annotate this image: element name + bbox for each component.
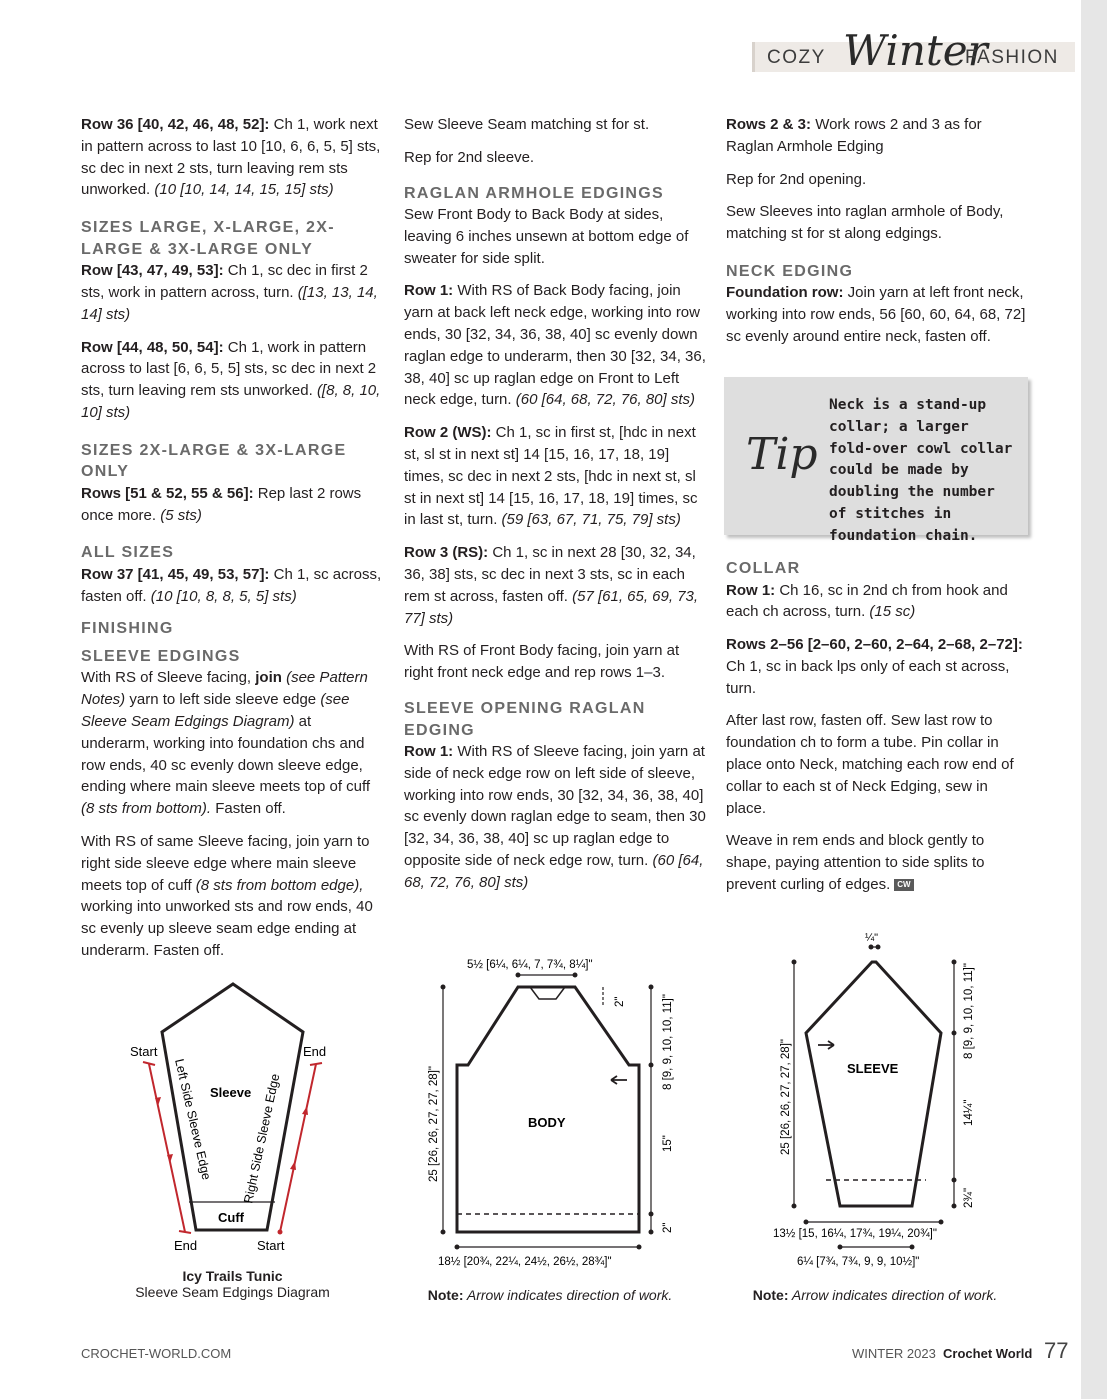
diagram3-note: Note: Arrow indicates direction of work. bbox=[752, 1287, 998, 1303]
paragraph: Weave in rem ends and block gently to shape, paying attention to side splits to prevent curling of edges. CW bbox=[726, 832, 985, 894]
footer-issue: WINTER 2023 Crochet World bbox=[852, 1346, 1033, 1361]
dim-bottom: 18½ [20¾, 22¼, 24½, 26½, 28¾]" bbox=[438, 1256, 612, 1268]
paragraph: Row 36 [40, 42, 46, 48, 52]: Ch 1, work next in pattern across to last 10 [10, 6, 6, 5, 5] sts, sc dec in next 2 sts, turn leaving rem sts unworked. (10 [10, 14, 14, 15, 15] sts) bbox=[81, 116, 381, 199]
dim-right-mid: 15" bbox=[662, 1135, 674, 1152]
arrow-down-icon bbox=[167, 1154, 173, 1163]
column-3 bbox=[726, 114, 1028, 359]
right-start-dot bbox=[278, 1230, 283, 1235]
arrow-up-icon bbox=[290, 1161, 296, 1170]
paragraph: Sew Front Body to Back Body at sides, leaving 6 inches unsewn at bottom edge of sweater for side split. bbox=[404, 206, 689, 267]
column-3-lower bbox=[726, 558, 1028, 907]
paragraph: Row 37 [41, 45, 49, 53, 57]: Ch 1, sc across, fasten off. (10 [10, 8, 8, 5, 5] sts) bbox=[81, 565, 382, 605]
sleeve-seam-diagram bbox=[110, 970, 360, 1260]
paragraph: With RS of Sleeve facing, join (see Pattern Notes) yarn to left side sleeve edge (see Sleeve Seam Edgings Diagram) at underarm, working into foundation chs and row ends, 40 sc evenly down sleeve edge, ending where main sleeve meets top of cuff (8 sts from bottom). Fasten off. bbox=[81, 669, 371, 818]
tip-box bbox=[724, 377, 1028, 544]
dim-bottom-1: 13½ [15, 16¼, 17¾, 19¼, 20¾]" bbox=[773, 1228, 937, 1240]
banner-word-winter: Winter bbox=[843, 26, 988, 75]
paragraph: Rep for 2nd opening. bbox=[726, 170, 867, 188]
label-left-side-edge: Left Side Sleeve Edge bbox=[172, 1057, 214, 1182]
heading-sizes-2x: SIZES 2X-LARGE & 3X-LARGE ONLY bbox=[81, 441, 347, 481]
body-schematic bbox=[415, 950, 690, 1275]
sleeve-schematic bbox=[770, 925, 995, 1275]
caption-title: Icy Trails Tunic bbox=[182, 1268, 283, 1284]
paragraph: Row 1: With RS of Sleeve facing, join yarn at side of neck edge row on left side of sleeve, working into row ends, 30 [32, 34, 36, 38, 40] sc evenly down raglan edge to seam, then 30 [32, 34, 36, 38, 40] sc up raglan edge to opposite side of neck edge row, turn. (60 [64, 68, 72, 76, 80] sts) bbox=[404, 743, 706, 891]
label-start-left: Start bbox=[130, 1044, 158, 1059]
footer-magazine: Crochet World bbox=[943, 1346, 1033, 1361]
label-sleeve: SLEEVE bbox=[847, 1061, 899, 1076]
diagram1-caption bbox=[110, 1268, 355, 1300]
heading-finishing: FINISHING bbox=[81, 620, 174, 638]
dim-right-low: 2" bbox=[662, 1222, 674, 1233]
paragraph: Foundation row: Join yarn at left front neck, working into row ends, 56 [60, 60, 64, 68, 72] sc evenly around entire neck, fasten off. bbox=[726, 284, 1026, 346]
paragraph: With RS of Front Body facing, join yarn at right front neck edge and rep rows 1–3. bbox=[404, 642, 680, 682]
dim-top: ¼" bbox=[865, 932, 879, 944]
paragraph: After last row, fasten off. Sew last row to foundation ch to form a tube. Pin collar in place onto Neck, matching each row end of collar to each st of Neck Edging, sew in place. bbox=[726, 712, 1014, 817]
tip-text: Neck is a stand-up collar; a larger fold-over cowl collar could be made by doubling the number of stitches in foundation chain. bbox=[829, 397, 1013, 544]
page-number: 77 bbox=[1044, 1338, 1069, 1363]
label-right-side-edge: Right Side Sleeve Edge bbox=[241, 1072, 283, 1205]
paragraph: Sew Sleeve Seam matching st for st. bbox=[404, 116, 650, 133]
neck-line bbox=[530, 987, 565, 999]
heading-sizes-large: SIZES LARGE, X-LARGE, 2X-LARGE & 3X-LARGE ONLY bbox=[81, 219, 335, 258]
cw-end-mark: CW bbox=[894, 879, 913, 891]
sleeve-outline bbox=[806, 962, 941, 1206]
dim-top: 5½ [6¼, 6¼, 7, 7¾, 8¼]" bbox=[467, 959, 593, 971]
paragraph: Rows 2–56 [2–60, 2–60, 2–64, 2–68, 2–72]: Ch 1, sc in back lps only of each st across, turn. bbox=[726, 636, 1023, 697]
paragraph: Row 2 (WS): Ch 1, sc in first st, [hdc in next st, sl st in next st] 14 [15, 16, 17, 18, 19] times, sc dec in next 2 sts, [hdc in next st, sl st in next st] 14 [15, 16, 17, 18, 19] times, sc in last st, turn. (59 [63, 67, 71, 75, 79] sts) bbox=[404, 424, 698, 529]
paragraph: Row 1: Ch 16, sc in 2nd ch from hook and each ch across, turn. (15 sc) bbox=[726, 581, 1008, 621]
paragraph: With RS of same Sleeve facing, join yarn to right side sleeve edge where main sleeve meets top of cuff (8 sts from bottom edge), working into unworked sts and row ends, 40 sc evenly up sleeve seam edge ending at underarm. Fasten off. bbox=[81, 833, 373, 960]
caption-subtitle: Sleeve Seam Edgings Diagram bbox=[135, 1284, 330, 1300]
paragraph: Row 1: With RS of Back Body facing, join yarn at back left neck edge, working into row ends, 30 [32, 34, 36, 38, 40] sc evenly down raglan edge to underarm, then 30 [32, 34, 36, 38, 40] sc up raglan edge on Front to Left neck edge, turn. (60 [64, 68, 72, 76, 80] sts) bbox=[404, 282, 706, 409]
label-end-right: End bbox=[303, 1044, 327, 1059]
dim-right-upper: 8 [9, 9, 10, 10, 11]" bbox=[963, 963, 975, 1059]
dim-right-upper: 8 [9, 9, 10, 10, 11]" bbox=[662, 994, 674, 1090]
dim-right-mid: 14¼" bbox=[963, 1099, 975, 1126]
paragraph: Rows [51 & 52, 55 & 56]: Rep last 2 rows once more. (5 sts) bbox=[81, 484, 362, 524]
dim-neck: 2" bbox=[614, 996, 626, 1007]
heading-collar: COLLAR bbox=[726, 560, 801, 577]
diagram2-note: Note: Arrow indicates direction of work. bbox=[427, 1287, 673, 1303]
paragraph: Row [44, 48, 50, 54]: Ch 1, work in pattern across to last [6, 6, 5, 5] sts, sc dec in next 2 sts, turn leaving rem sts unworked. ([8, 8, 10, 10] sts) bbox=[81, 338, 381, 421]
dim-left: 25 [26, 26, 27, 27, 28]" bbox=[428, 1066, 440, 1182]
page-edge-bar bbox=[1081, 0, 1107, 1399]
direction-arrow-icon bbox=[818, 1041, 834, 1049]
column-1 bbox=[81, 114, 383, 973]
dim-left: 25 [26, 26, 27, 27, 28]" bbox=[780, 1039, 792, 1155]
dim-bottom-2: 6¼ [7¾, 7¾, 9, 9, 10½]" bbox=[797, 1256, 920, 1268]
footer-site: CROCHET-WORLD.COM bbox=[81, 1346, 232, 1361]
paragraph: Row [43, 47, 49, 53]: Ch 1, sc dec in first 2 sts, work in pattern across, turn. ([13, 13, 14, 14] sts) bbox=[81, 262, 378, 323]
label-body: BODY bbox=[528, 1115, 566, 1130]
paragraph: Rows 2 & 3: Work rows 2 and 3 as for Raglan Armhole Edging bbox=[726, 116, 982, 155]
column-2 bbox=[404, 114, 706, 905]
heading-sleeve-edgings: SLEEVE EDGINGS bbox=[81, 647, 241, 665]
body-outline bbox=[457, 987, 639, 1232]
paragraph: Row 3 (RS): Ch 1, sc in next 28 [30, 32, 34, 36, 38] sts, sc dec in next 3 sts, sc in each rem st across, fasten off. (57 [61, 65, 69, 73, 77] sts) bbox=[404, 544, 699, 627]
label-sleeve: Sleeve bbox=[210, 1085, 252, 1100]
right-edge-arrow-line bbox=[280, 1064, 316, 1232]
arrow-up-icon bbox=[302, 1106, 308, 1115]
label-end-left: End bbox=[174, 1238, 198, 1253]
banner-word-cozy: COZY bbox=[767, 47, 826, 68]
paragraph: Sew Sleeves into raglan armhole of Body, matching st for st along edgings. bbox=[726, 203, 1004, 243]
label-start-right: Start bbox=[257, 1238, 285, 1253]
section-banner bbox=[752, 26, 1075, 75]
direction-arrow-icon bbox=[611, 1076, 627, 1084]
left-end-tick bbox=[179, 1231, 191, 1233]
paragraph: Rep for 2nd sleeve. bbox=[404, 148, 535, 166]
label-cuff: Cuff bbox=[218, 1210, 244, 1225]
dim-right-low: 2¾" bbox=[963, 1187, 975, 1208]
arrow-down-icon bbox=[155, 1097, 161, 1106]
heading-all-sizes: ALL SIZES bbox=[81, 544, 175, 562]
right-end-tick bbox=[310, 1063, 322, 1065]
heading-raglan-armhole: RAGLAN ARMHOLE EDGINGS bbox=[404, 184, 665, 202]
heading-sleeve-opening: SLEEVE OPENING RAGLAN EDGING bbox=[404, 700, 646, 739]
heading-neck-edging: NECK EDGING bbox=[726, 262, 854, 280]
banner-word-fashion: FASHION bbox=[965, 47, 1059, 68]
tip-label: Tip bbox=[746, 429, 818, 480]
